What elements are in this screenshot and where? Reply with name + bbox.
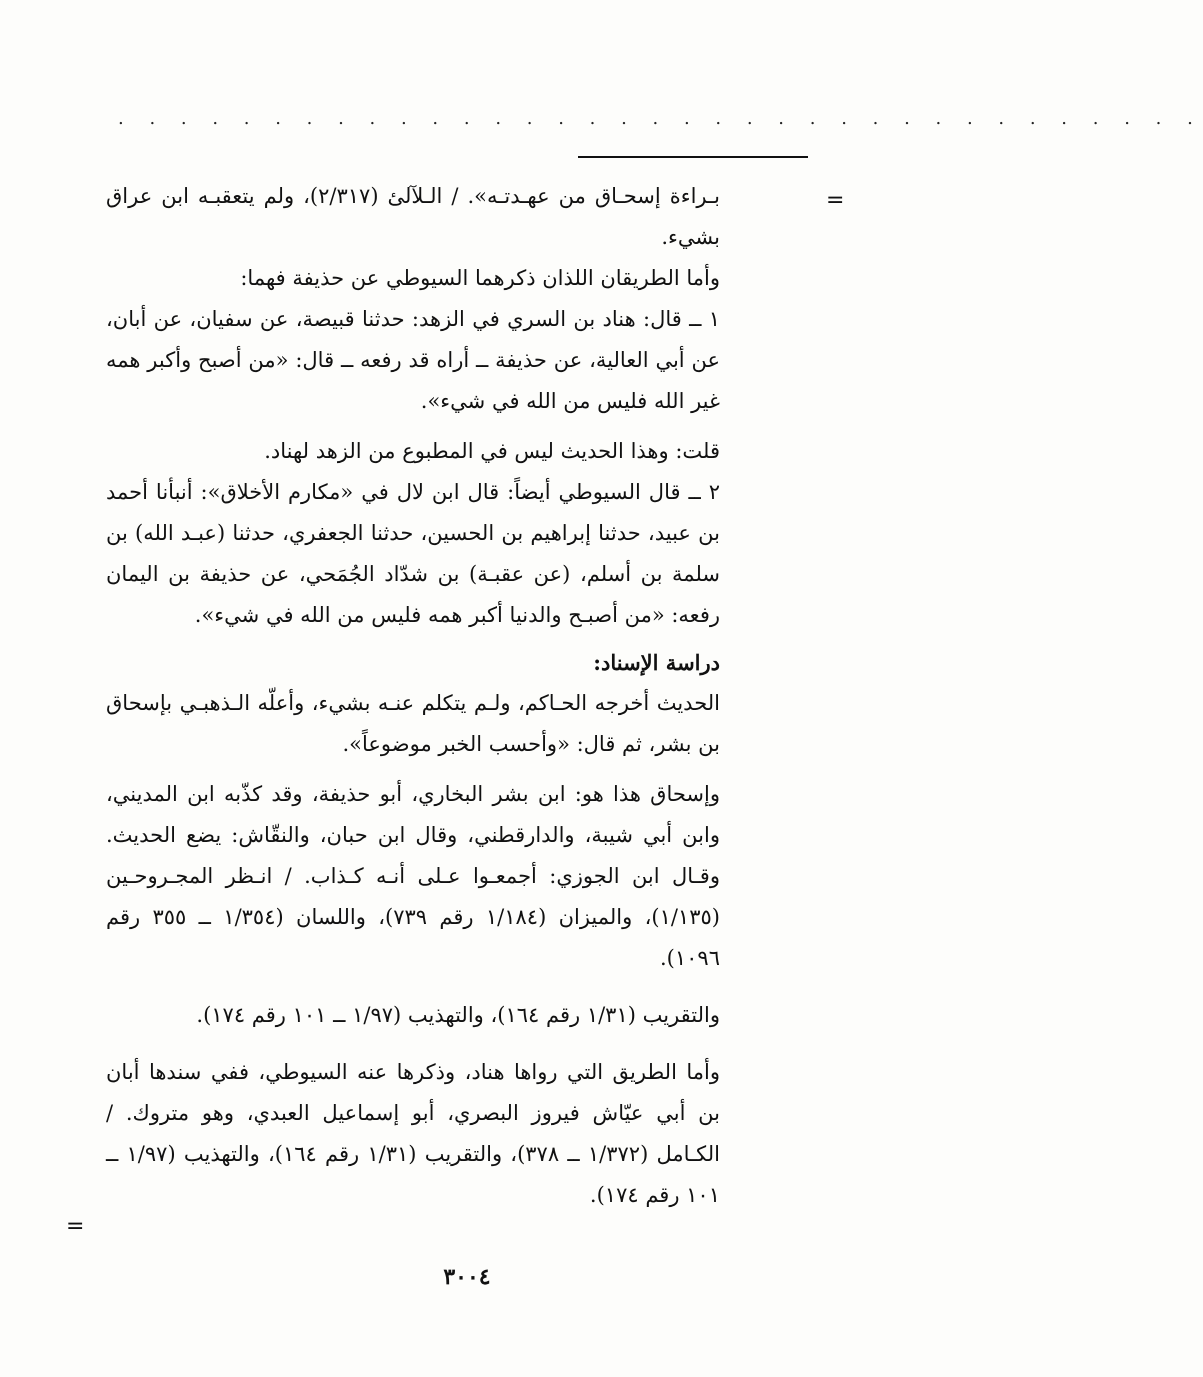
paragraph-intro: وأما الطريقان اللذان ذكرهما السيوطي عن حذيفة فهما: (240, 266, 720, 290)
paragraph-note: قلت: وهذا الحديث ليس في المطبوع من الزهد لهناد. (264, 439, 720, 463)
paragraph-hakim: الحديث أخرجه الحـاكم، ولـم يتكلم عنـه بشيء، وأعلّه الـذهبـي بإسحاق بن بشر، ثم قال: «وأحسب الخبر موضوعاً». (106, 691, 720, 756)
page-body (106, 176, 720, 1216)
paragraph-continuation: بـراءة إسحـاق من عهـدتـه». / الـلآلئ (٢/٣١٧)، ولم يتعقبـه ابن عراق بشيء. (106, 184, 720, 249)
header-dotted-rule: . . . . . . . . . . . . . . . . . . . . . . . . . . . . . . . . . . . (118, 108, 1203, 129)
section-heading-isnad: دراسة الإسناد: (593, 650, 720, 675)
paragraph-ishaq: وإسحاق هذا هو: ابن بشر البخاري، أبو حذيفة، وقد كذّبه ابن المديني، وابن أبي شيبة، والدارقطني، وقال ابن حبان، والنقّاش: يضع الحديث. وقـال ابن الجوزي: أجمعـوا عـلى أنـه كـذاب. / انـظر المجـروحـين (١/١٣٥)، والميزان (١/١٨٤ رقم ٧٣٩)، واللسان (١/٣٥٤ ــ ٣٥٥ رقم ١٠٩٦). (106, 782, 720, 970)
paragraph-route-1: ١ ــ قال: هناد بن السري في الزهد: حدثنا قبيصة، عن سفيان، عن أبان، عن أبي العالية، عن حذيفة ــ أراه قد رفعه ــ قال: «من أصبح وأكبر همه غير الله فليس من الله في شيء». (106, 307, 720, 413)
continuation-mark-bottom: = (66, 1214, 85, 1239)
page-number: ٣٠٠٤ (443, 1264, 491, 1290)
continuation-mark-top: = (826, 188, 845, 213)
paragraph-taqrib: والتقريب (١/٣١ رقم ١٦٤)، والتهذيب (١/٩٧ ــ ١٠١ رقم ١٧٤). (196, 1003, 720, 1027)
paragraph-route-2: ٢ ــ قال السيوطي أيضاً: قال ابن لال في «مكارم الأخلاق»: أنبأنا أحمد بن عبيد، حدثنا إبراهيم بن الحسين، حدثنا الجعفري، حدثنا (عبـد الله) بن سلمة بن أسلم، (عن عقبـة) بن شدّاد الجُمَحي، عن حذيفة بن اليمان رفعه: «من أصبـح والدنيا أكبر همه فليس من الله في شيء». (106, 480, 720, 627)
footnote-separator-line (578, 156, 808, 158)
paragraph-hannad-route: وأما الطريق التي رواها هناد، وذكرها عنه السيوطي، ففي سندها أبان بن أبي عيّاش فيروز البصري، أبو إسماعيل العبدي، وهو متروك. / الكـامل (١/٣٧٢ ــ ٣٧٨)، والتقريب (١/٣١ رقم ١٦٤)، والتهذيب (١/٩٧ ــ ١٠١ رقم ١٧٤). (106, 1060, 721, 1207)
